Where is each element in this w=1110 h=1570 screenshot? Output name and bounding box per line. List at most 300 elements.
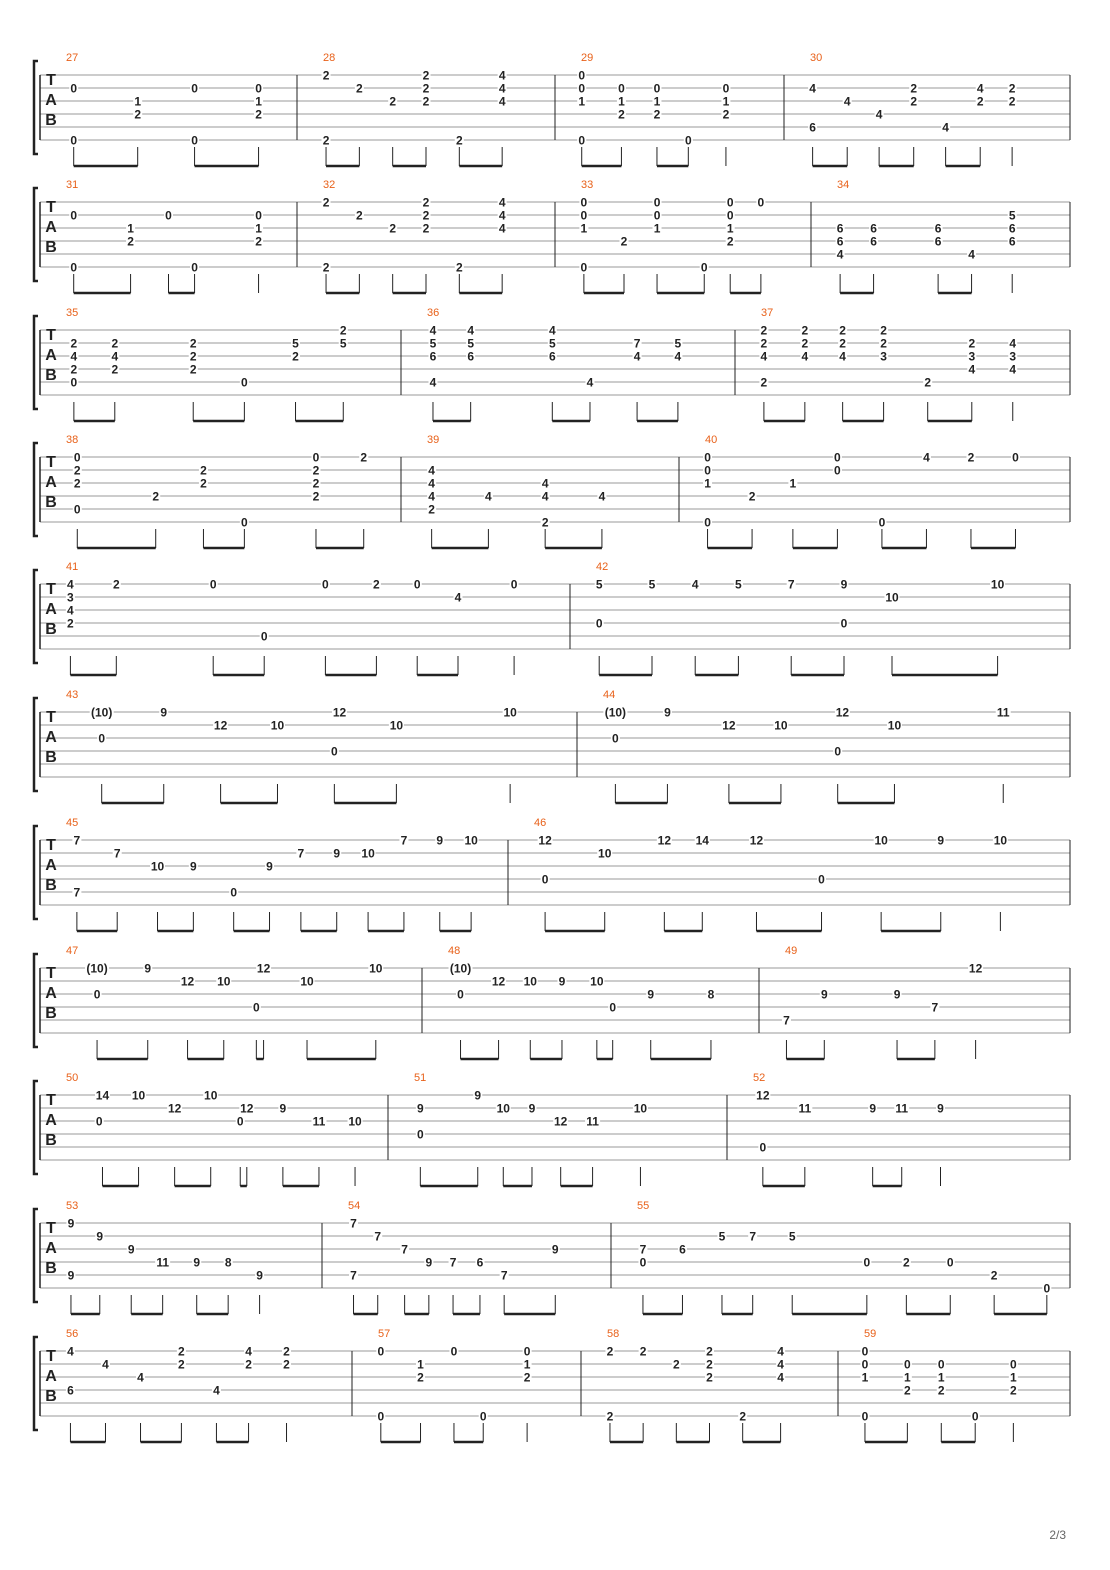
measure-number: 57 [378, 1328, 391, 1340]
fret-number: 10 [150, 859, 165, 874]
fret-number: 2 [760, 375, 768, 390]
tab-clef-letter: B [45, 1388, 57, 1405]
fret-number: 2 [706, 1344, 713, 1359]
fret-number: 0 [612, 731, 619, 746]
fret-number: 0 [653, 195, 661, 210]
fret-number: 0 [704, 463, 711, 478]
measure [66, 179, 263, 293]
fret-number: 10 [464, 833, 478, 848]
fret-number: 2 [111, 336, 119, 351]
fret-number: 10 [885, 590, 899, 605]
fret-number: 9 [279, 1101, 287, 1116]
tab-system [34, 561, 1070, 675]
fret-number: 0 [241, 375, 248, 390]
fret-number: 4 [691, 577, 699, 592]
tab-system [34, 52, 1070, 166]
fret-number: 0 [1012, 450, 1019, 465]
fret-number: 0 [726, 195, 734, 210]
tab-clef-letter: B [45, 621, 57, 638]
fret-number: 9 [528, 1101, 536, 1116]
fret-number: 5 [735, 577, 742, 592]
fret-number: 2 [967, 450, 975, 465]
fret-number: 0 [580, 195, 588, 210]
fret-number: 0 [450, 1344, 458, 1359]
fret-number: 0 [834, 450, 841, 465]
fret-number: 7 [297, 846, 305, 861]
measure [427, 434, 606, 548]
fret-number: 4 [1009, 336, 1017, 351]
fret-number: 9 [937, 1101, 944, 1116]
fret-number: 2 [1008, 94, 1016, 109]
fret-number: 0 [639, 1255, 647, 1270]
tab-clef-letter: A [45, 857, 57, 874]
fret-number: (10) [449, 961, 472, 976]
tab-system [34, 1072, 1070, 1186]
fret-number: 0 [95, 1114, 103, 1129]
fret-number: 9 [416, 1101, 424, 1116]
fret-number: 9 [67, 1268, 75, 1283]
fret-number: 2 [422, 68, 430, 83]
fret-number: 2 [422, 94, 430, 109]
fret-number: 7 [931, 1000, 939, 1015]
fret-number: 0 [946, 1255, 954, 1270]
fret-number: 4 [976, 81, 984, 96]
fret-number: 0 [230, 885, 238, 900]
measure-number: 53 [66, 1200, 79, 1212]
fret-number: 2 [312, 489, 320, 504]
fret-number: 5 [548, 336, 556, 351]
measure [595, 561, 1005, 675]
fret-number: 2 [422, 81, 430, 96]
system-bracket [34, 61, 38, 154]
measure [577, 52, 730, 166]
measure [534, 817, 1008, 931]
fret-number: 2 [389, 94, 397, 109]
fret-number: 4 [467, 323, 475, 338]
fret-number: 0 [191, 133, 198, 148]
fret-number: 12 [332, 705, 347, 720]
fret-number: 6 [809, 120, 816, 135]
fret-number: 12 [554, 1114, 568, 1129]
tab-clef-letter: T [46, 709, 56, 726]
fret-number: 2 [200, 463, 207, 478]
fret-number: 12 [538, 833, 552, 848]
fret-number: 12 [240, 1101, 254, 1116]
fret-number: 2 [739, 1409, 747, 1424]
fret-number: 2 [801, 323, 809, 338]
fret-number: 2 [910, 94, 918, 109]
fret-number: 5 [339, 336, 347, 351]
fret-number: 1 [904, 1370, 911, 1385]
tab-clef-letter: T [46, 1092, 56, 1109]
system-bracket [34, 188, 38, 281]
fret-number: 11 [156, 1255, 170, 1270]
system-bracket [34, 570, 38, 663]
fret-number: 0 [704, 450, 711, 465]
fret-number: 4 [67, 1344, 74, 1359]
fret-number: 10 [270, 718, 285, 733]
fret-number: 2 [255, 107, 262, 122]
fret-number: 10 [131, 1088, 146, 1103]
fret-number: 11 [996, 705, 1010, 720]
fret-number: 1 [653, 94, 661, 109]
measure [66, 434, 368, 548]
measure-number: 34 [837, 179, 850, 191]
fret-number: 9 [67, 1216, 75, 1231]
fret-number: 2 [422, 208, 430, 223]
fret-number: 6 [870, 221, 877, 236]
fret-number: 9 [193, 1255, 201, 1270]
fret-number: 2 [455, 260, 463, 275]
fret-number: 2 [937, 1383, 945, 1398]
fret-number: 2 [111, 362, 119, 377]
fret-number: 6 [934, 234, 942, 249]
fret-number: 0 [818, 872, 825, 887]
system-bracket [34, 1337, 38, 1430]
fret-number: 1 [1010, 1370, 1017, 1385]
fret-number: 2 [292, 349, 299, 364]
fret-number: 7 [350, 1268, 357, 1283]
fret-number: 2 [245, 1357, 252, 1372]
fret-number: 2 [178, 1344, 185, 1359]
fret-number: 2 [976, 94, 984, 109]
fret-number: 0 [165, 208, 172, 223]
fret-number: 1 [722, 94, 730, 109]
tab-clef-letter: A [45, 474, 57, 491]
fret-number: 6 [467, 349, 475, 364]
fret-number: 0 [684, 133, 692, 148]
measure-number: 28 [323, 52, 336, 64]
measure-number: 45 [66, 817, 79, 829]
fret-number: 9 [144, 961, 152, 976]
fret-number: 0 [653, 81, 661, 96]
fret-number: 2 [70, 362, 78, 377]
fret-number: 1 [417, 1357, 424, 1372]
fret-number: 2 [322, 133, 330, 148]
fret-number: 9 [333, 846, 341, 861]
fret-number: 2 [112, 577, 120, 592]
fret-number: 10 [496, 1101, 510, 1116]
fret-number: 10 [990, 577, 1005, 592]
fret-number: 2 [910, 81, 918, 96]
fret-number: 12 [256, 961, 271, 976]
fret-number: 1 [523, 1357, 531, 1372]
fret-number: 12 [756, 1088, 770, 1103]
fret-number: 4 [809, 81, 816, 96]
measure-number: 46 [534, 817, 547, 829]
fret-number: 0 [578, 68, 586, 83]
measure [603, 689, 1011, 803]
fret-number: 4 [498, 195, 506, 210]
fret-number: 10 [523, 974, 537, 989]
fret-number: 4 [801, 349, 809, 364]
fret-number: 0 [1010, 1357, 1017, 1372]
fret-number: (10) [91, 705, 113, 720]
system-bracket [34, 443, 38, 536]
fret-number: 0 [413, 577, 421, 592]
fret-number: 0 [209, 577, 217, 592]
fret-number: 12 [749, 833, 764, 848]
measure [66, 307, 348, 421]
fret-number: 2 [73, 463, 81, 478]
fret-number: 2 [422, 221, 430, 236]
fret-number: 4 [498, 81, 506, 96]
fret-number: 5 [595, 577, 603, 592]
measure [759, 307, 1017, 421]
fret-number: 0 [700, 260, 708, 275]
fret-number: 0 [70, 260, 78, 275]
fret-number: 11 [586, 1114, 599, 1129]
fret-number: 2 [356, 81, 363, 96]
fret-number: 4 [836, 247, 844, 262]
tab-clef-letter: T [46, 965, 56, 982]
tab-clef-letter: A [45, 1368, 57, 1385]
fret-number: 0 [578, 81, 586, 96]
fret-number: 0 [260, 629, 268, 644]
fret-number: 14 [95, 1088, 110, 1103]
fret-number: 0 [479, 1409, 487, 1424]
tab-clef-letter: T [46, 454, 56, 471]
fret-number: 12 [213, 718, 228, 733]
measure [66, 1328, 291, 1442]
fret-number: 2 [200, 476, 207, 491]
fret-number: 2 [801, 336, 809, 351]
fret-number: 9 [551, 1242, 559, 1257]
fret-number: 1 [861, 1370, 869, 1385]
fret-number: 9 [664, 705, 671, 720]
fret-number: 2 [760, 336, 768, 351]
fret-number: 2 [903, 1255, 910, 1270]
measure-number: 31 [66, 179, 79, 191]
measure [66, 817, 479, 931]
fret-number: 0 [726, 208, 734, 223]
fret-number: 2 [255, 234, 262, 249]
measure [427, 307, 682, 421]
fret-number: 3 [968, 349, 976, 364]
fret-number: 2 [880, 323, 887, 338]
fret-number: 9 [820, 987, 828, 1002]
tab-clef-letter: B [45, 367, 57, 384]
fret-number: (10) [86, 961, 108, 976]
measure-number: 43 [66, 689, 79, 701]
fret-number: 0 [578, 133, 586, 148]
fret-number: 2 [283, 1344, 290, 1359]
fret-number: 0 [609, 1000, 617, 1015]
tab-clef-letter: T [46, 581, 56, 598]
fret-number: 2 [706, 1370, 713, 1385]
fret-number: 4 [843, 94, 851, 109]
fret-number: 4 [429, 375, 437, 390]
fret-number: 4 [942, 120, 949, 135]
fret-number: 4 [674, 349, 682, 364]
fret-number: 1 [789, 476, 797, 491]
fret-number: 0 [861, 1357, 869, 1372]
fret-number: 2 [722, 107, 730, 122]
fret-number: 0 [861, 1409, 869, 1424]
page-number: 2/3 [1049, 1528, 1066, 1542]
measure [66, 1072, 363, 1186]
fret-number: 5 [674, 336, 682, 351]
fret-number: 10 [204, 1088, 218, 1103]
measure-number: 36 [427, 307, 440, 319]
fret-number: 4 [777, 1370, 784, 1385]
tab-system [34, 434, 1070, 548]
fret-number: 11 [895, 1101, 909, 1116]
fret-number: 9 [256, 1268, 263, 1283]
fret-number: 4 [454, 590, 462, 605]
system-bracket [34, 826, 38, 919]
fret-number: 2 [189, 362, 197, 377]
measure-number: 52 [753, 1072, 766, 1084]
fret-number: 2 [389, 221, 397, 236]
fret-number: 0 [70, 208, 78, 223]
fret-number: 4 [498, 208, 506, 223]
fret-number: 4 [498, 221, 506, 236]
measure-number: 55 [637, 1200, 650, 1212]
fret-number: 4 [1009, 362, 1017, 377]
tab-clef-letter: B [45, 494, 57, 511]
fret-number: 7 [374, 1229, 382, 1244]
fret-number: 10 [774, 718, 788, 733]
fret-number: 7 [787, 577, 795, 592]
fret-number: 1 [255, 221, 262, 236]
measure-number: 40 [705, 434, 718, 446]
fret-number: 12 [167, 1101, 182, 1116]
fret-number: 2 [748, 489, 756, 504]
fret-number: 11 [798, 1101, 812, 1116]
fret-number: 1 [578, 94, 586, 109]
fret-number: 1 [580, 221, 588, 236]
fret-number: 0 [252, 1000, 260, 1015]
tab-clef-letter: B [45, 749, 57, 766]
fret-number: 4 [598, 489, 606, 504]
fret-number: 6 [836, 234, 844, 249]
fret-number: 1 [726, 221, 734, 236]
fret-number: 5 [1008, 208, 1016, 223]
fret-number: 4 [498, 68, 506, 83]
fret-number: 2 [706, 1357, 713, 1372]
fret-number: 2 [653, 107, 661, 122]
fret-number: 2 [880, 336, 887, 351]
fret-number: 4 [245, 1344, 252, 1359]
measure [322, 179, 507, 293]
fret-number: 14 [695, 833, 709, 848]
measure-number: 56 [66, 1328, 79, 1340]
fret-number: 1 [937, 1370, 945, 1385]
fret-number: 9 [937, 833, 945, 848]
fret-number: 4 [633, 349, 641, 364]
fret-number: 10 [503, 705, 517, 720]
measure-number: 30 [810, 52, 823, 64]
fret-number: 0 [236, 1114, 244, 1129]
fret-number: 10 [598, 846, 612, 861]
fret-number: 2 [73, 476, 81, 491]
fret-number: 12 [968, 961, 983, 976]
fret-number: 0 [255, 208, 262, 223]
fret-number: 2 [356, 208, 363, 223]
fret-number: 4 [429, 323, 437, 338]
measure-number: 32 [323, 179, 336, 191]
fret-number: 0 [757, 195, 765, 210]
tab-clef-letter: B [45, 112, 57, 129]
fret-number: 0 [878, 515, 886, 530]
fret-number: 4 [541, 476, 549, 491]
fret-number: 6 [1008, 221, 1016, 236]
tab-clef-letter: T [46, 327, 56, 344]
fret-number: 7 [400, 833, 408, 848]
fret-number: 6 [67, 1383, 74, 1398]
fret-number: 5 [718, 1229, 726, 1244]
fret-number: 9 [96, 1229, 104, 1244]
fret-number: 1 [653, 221, 661, 236]
fret-number: 7 [73, 885, 81, 900]
fret-number: 2 [312, 463, 320, 478]
fret-number: 6 [1008, 234, 1016, 249]
tab-system [34, 1328, 1070, 1442]
tab-clef-letter: T [46, 1348, 56, 1365]
fret-number: 2 [67, 616, 74, 631]
fret-number: 2 [428, 502, 435, 517]
fret-number: 2 [189, 349, 197, 364]
tab-system [34, 1200, 1070, 1314]
fret-number: 1 [255, 94, 262, 109]
fret-number: 2 [606, 1409, 614, 1424]
measure-number: 29 [581, 52, 594, 64]
fret-number: 10 [361, 846, 375, 861]
fret-number: 2 [726, 234, 734, 249]
fret-number: 2 [618, 107, 625, 122]
fret-number: 6 [476, 1255, 484, 1270]
fret-number: 2 [312, 476, 320, 491]
fret-number: 5 [788, 1229, 796, 1244]
tab-clef-letter: T [46, 1220, 56, 1237]
system-bracket [34, 1081, 38, 1174]
fret-number: 0 [1043, 1281, 1051, 1296]
measure-number: 35 [66, 307, 79, 319]
fret-number: 0 [840, 616, 848, 631]
fret-number: 4 [777, 1344, 784, 1359]
measure [579, 179, 765, 293]
fret-number: 7 [113, 846, 121, 861]
fret-number: 2 [523, 1370, 531, 1385]
fret-number: 5 [429, 336, 437, 351]
fret-number: 0 [73, 450, 81, 465]
fret-number: 2 [1008, 81, 1016, 96]
tab-system [34, 307, 1070, 421]
fret-number: 10 [590, 974, 604, 989]
measure-number: 44 [603, 689, 616, 701]
measure [836, 179, 1017, 293]
tab-clef-letter: A [45, 729, 57, 746]
fret-number: 10 [633, 1101, 648, 1116]
fret-number: 10 [993, 833, 1008, 848]
fret-number: 11 [312, 1114, 326, 1129]
fret-number: 0 [580, 208, 588, 223]
fret-number: 0 [834, 744, 842, 759]
fret-number: 5 [648, 577, 656, 592]
fret-number: 7 [633, 336, 641, 351]
fret-number: 2 [904, 1383, 911, 1398]
fret-number: 7 [783, 1013, 790, 1028]
fret-number: 12 [722, 718, 736, 733]
measure-number: 59 [864, 1328, 877, 1340]
fret-number: 2 [924, 375, 932, 390]
fret-number: 10 [369, 961, 383, 976]
measure [66, 52, 263, 166]
fret-number: 2 [134, 107, 142, 122]
fret-number: 0 [331, 744, 338, 759]
tab-clef-letter: A [45, 601, 57, 618]
